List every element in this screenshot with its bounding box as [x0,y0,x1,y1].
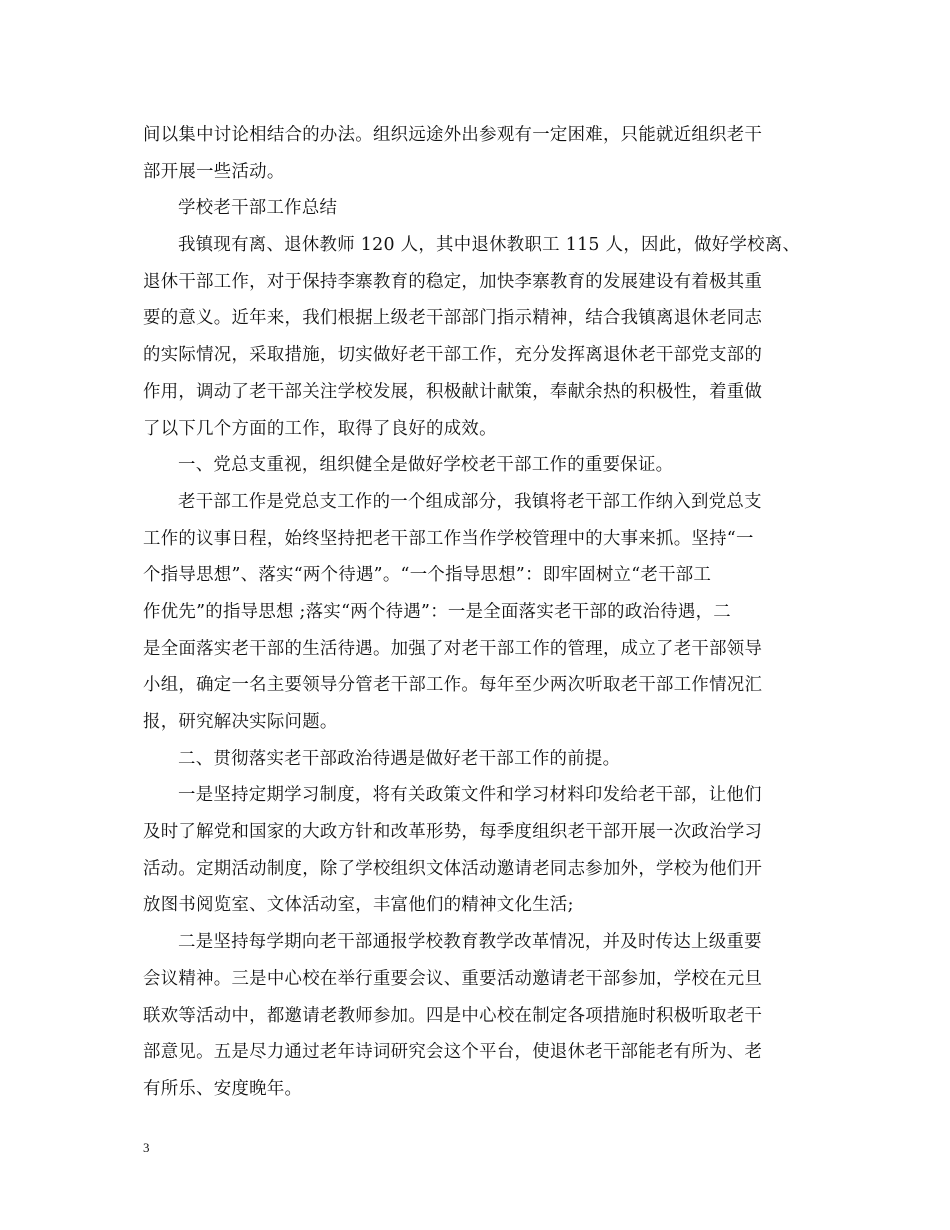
text-line: 部开展一些活动。 [143,161,285,182]
text-line: 工作的议事日程，始终坚持把老干部工作当作学校管理中的大事来抓。坚持“一 [143,528,754,549]
text-line: 老干部工作是党总支工作的一个组成部分，我镇将老干部工作纳入到党总支 [178,491,762,512]
text-line: 个指导思想”、落实“两个待遇”。“一个指导思想”：即牢固树立“老干部工 [143,565,712,586]
text-line: 放图书阅览室、文体活动室，丰富他们的精神文化生活; [143,895,574,916]
text-line: 会议精神。三是中心校在举行重要会议、重要活动邀请老干部参加，学校在元旦 [143,968,763,989]
text-line: 要的意义。近年来，我们根据上级老干部部门指示精神，结合我镇离退休老同志 [143,308,763,329]
text-line: 及时了解党和国家的大政方针和改革形势，每季度组织老干部开展一次政治学习 [143,822,763,843]
text-line: 二是坚持每学期向老干部通报学校教育教学改革情况，并及时传达上级重要 [178,932,762,953]
text-line: 学校老干部工作总结 [178,198,338,219]
text-line: 活动。定期活动制度，除了学校组织文体活动邀请老同志参加外，学校为他们开 [143,858,763,879]
text-line: 小组，确定一名主要领导分管老干部工作。每年至少两次听取老干部工作情况汇 [143,675,763,696]
text-line: 的实际情况，采取措施，切实做好老干部工作，充分发挥离退休老干部党支部的 [143,345,763,366]
text-line: 退休干部工作，对于保持李寨教育的稳定，加快李寨教育的发展建设有着极其重 [143,271,763,292]
text-line: 联欢等活动中，都邀请老教师参加。四是中心校在制定各项措施时积极听取老干 [143,1005,763,1026]
text-line: 一是坚持定期学习制度，将有关政策文件和学习材料印发给老干部，让他们 [178,785,762,806]
text-line: 了以下几个方面的工作，取得了良好的成效。 [143,418,497,439]
text-line: 是全面落实老干部的生活待遇。加强了对老干部工作的管理，成立了老干部领导 [143,638,763,659]
text-line: 报，研究解决实际问题。 [143,712,338,732]
text-line: 间以集中讨论相结合的办法。组织远途外出参观有一定困难，只能就近组织老干 [143,125,763,145]
text-line: 作用，调动了老干部关注学校发展，积极献计献策，奉献余热的积极性，着重做 [143,381,763,402]
text-line: 一、党总支重视，组织健全是做好学校老干部工作的重要保证。 [178,455,674,476]
text-line: 有所乐、安度晚年。 [143,1078,303,1099]
text-line: 作优先”的指导思想 ;落实“两个待遇”：一是全面落实老干部的政治待遇，二 [143,601,731,622]
page-number: 3 [143,1140,150,1155]
text-line: 我镇现有离、退休教师 120 人，其中退休教职工 115 人，因此，做好学校离、 [178,235,801,256]
text-line: 二、贯彻落实老干部政治待遇是做好老干部工作的前提。 [178,748,621,769]
text-line: 部意见。五是尽力通过老年诗词研究会这个平台，使退休老干部能老有所为、老 [143,1042,763,1063]
document-body [143,117,809,1108]
